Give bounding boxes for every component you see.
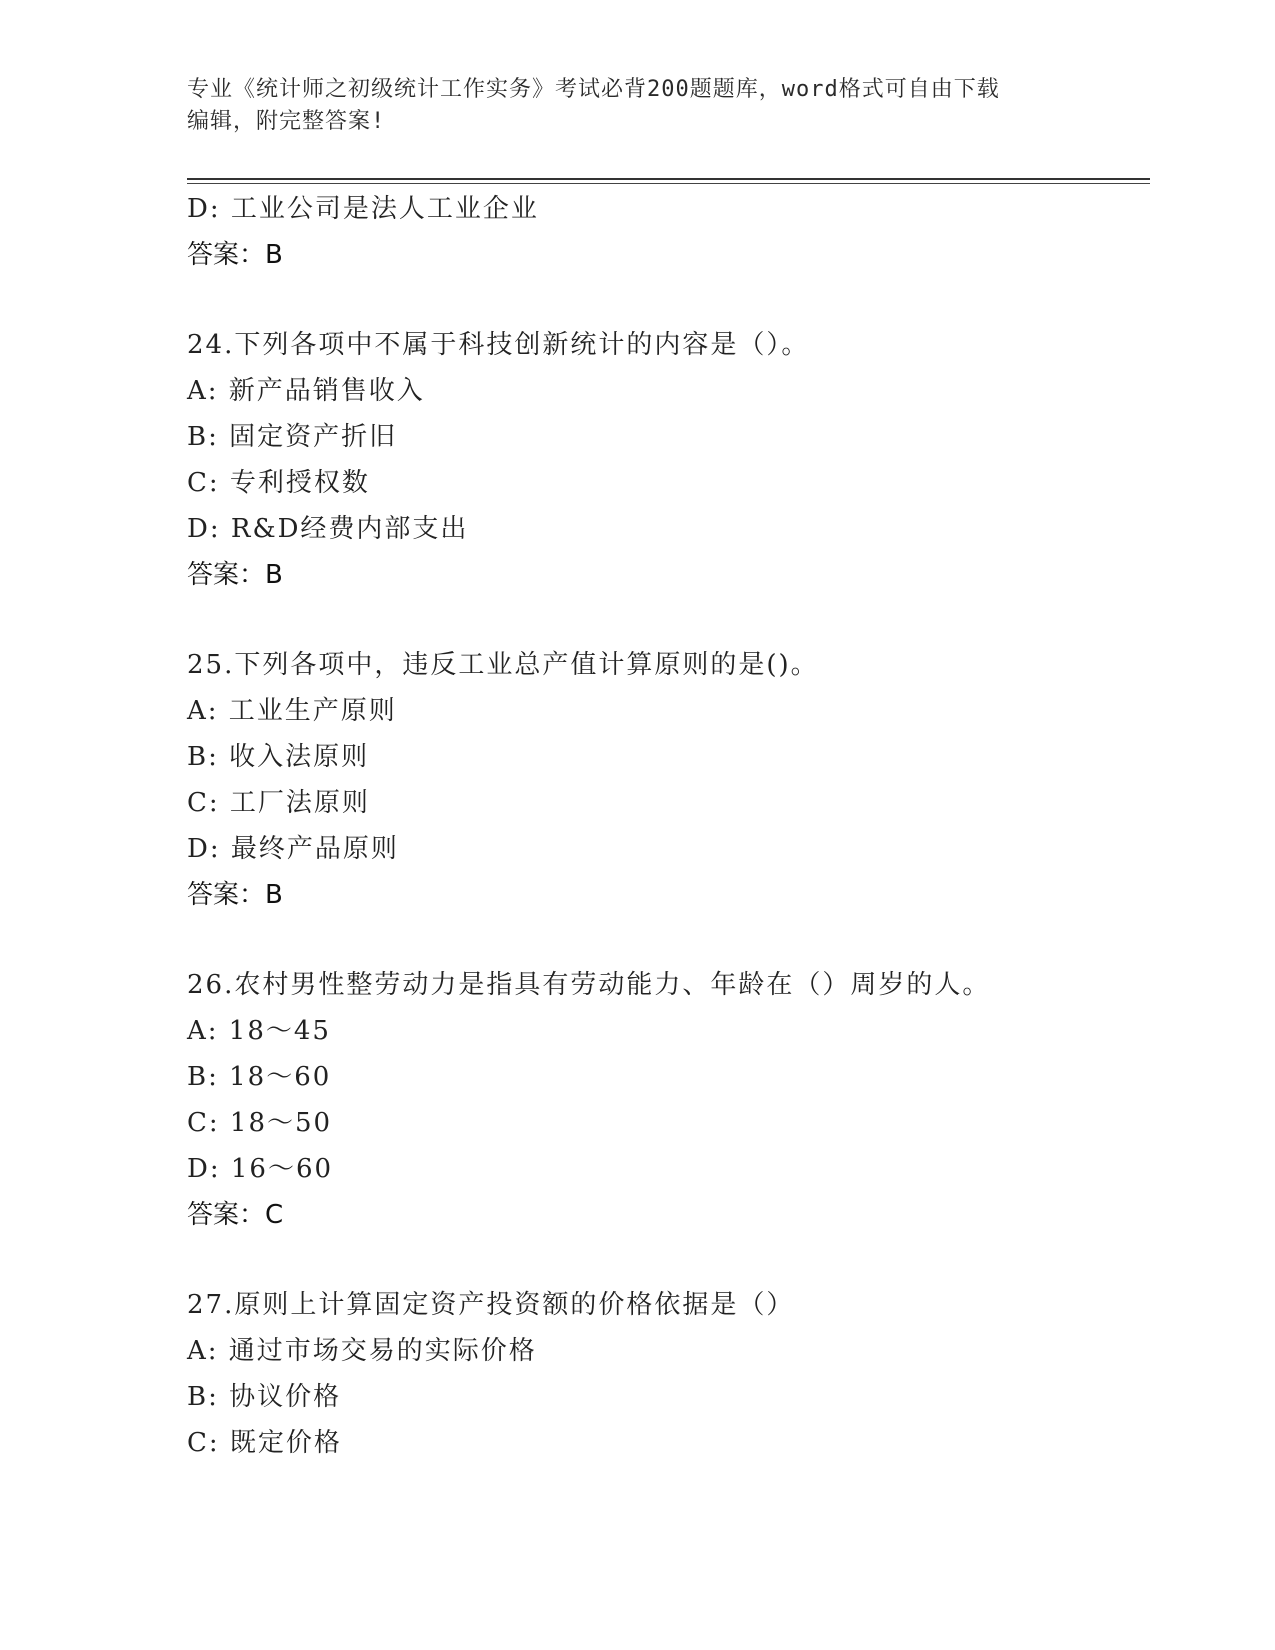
header-line-2: 编辑，附完整答案! [187, 109, 386, 134]
option-a: A: 工业生产原则 [187, 696, 397, 726]
header-divider-thin [187, 183, 1150, 184]
question-title: 27.原则上计算固定资产投资额的价格依据是（） [187, 1290, 795, 1320]
option-d: D: 16～60 [187, 1154, 334, 1184]
question-list [187, 186, 1150, 1466]
option-d: D: R&D经费内部支出 [187, 514, 469, 544]
header-line-1: 专业《统计师之初级统计工作实务》考试必背200题题库，word格式可自由下载 [187, 77, 1000, 102]
question-27 [187, 1282, 1150, 1466]
option-c: C: 18～50 [187, 1108, 333, 1138]
option-a: A: 18～45 [187, 1016, 331, 1046]
header-divider-thick [187, 178, 1150, 180]
answer: 答案：C [187, 1200, 284, 1230]
option-b: B: 18～60 [187, 1062, 332, 1092]
option-c: C: 工厂法原则 [187, 788, 370, 818]
question-title: 26.农村男性整劳动力是指具有劳动能力、年龄在（）周岁的人。 [187, 970, 991, 1000]
question-25 [187, 642, 1150, 918]
question-24 [187, 322, 1150, 598]
option-a: A: 新产品销售收入 [187, 376, 425, 406]
option-d-prev: D: 工业公司是法人工业企业 [187, 194, 539, 224]
answer: 答案：B [187, 880, 283, 910]
spacer [187, 598, 1150, 642]
question-title: 24.下列各项中不属于科技创新统计的内容是（）。 [187, 330, 810, 360]
spacer [187, 1238, 1150, 1282]
option-b: B: 固定资产折旧 [187, 422, 398, 452]
option-a: A: 通过市场交易的实际价格 [187, 1336, 537, 1366]
option-c: C: 既定价格 [187, 1428, 342, 1458]
option-c: C: 专利授权数 [187, 468, 370, 498]
document-header [187, 74, 1067, 138]
option-b: B: 协议价格 [187, 1382, 342, 1412]
spacer [187, 918, 1150, 962]
answer-prev: 答案：B [187, 240, 283, 270]
spacer [187, 278, 1150, 322]
question-26 [187, 962, 1150, 1238]
question-title: 25.下列各项中，违反工业总产值计算原则的是()。 [187, 650, 819, 680]
option-d: D: 最终产品原则 [187, 834, 399, 864]
answer: 答案：B [187, 560, 283, 590]
option-b: B: 收入法原则 [187, 742, 370, 772]
